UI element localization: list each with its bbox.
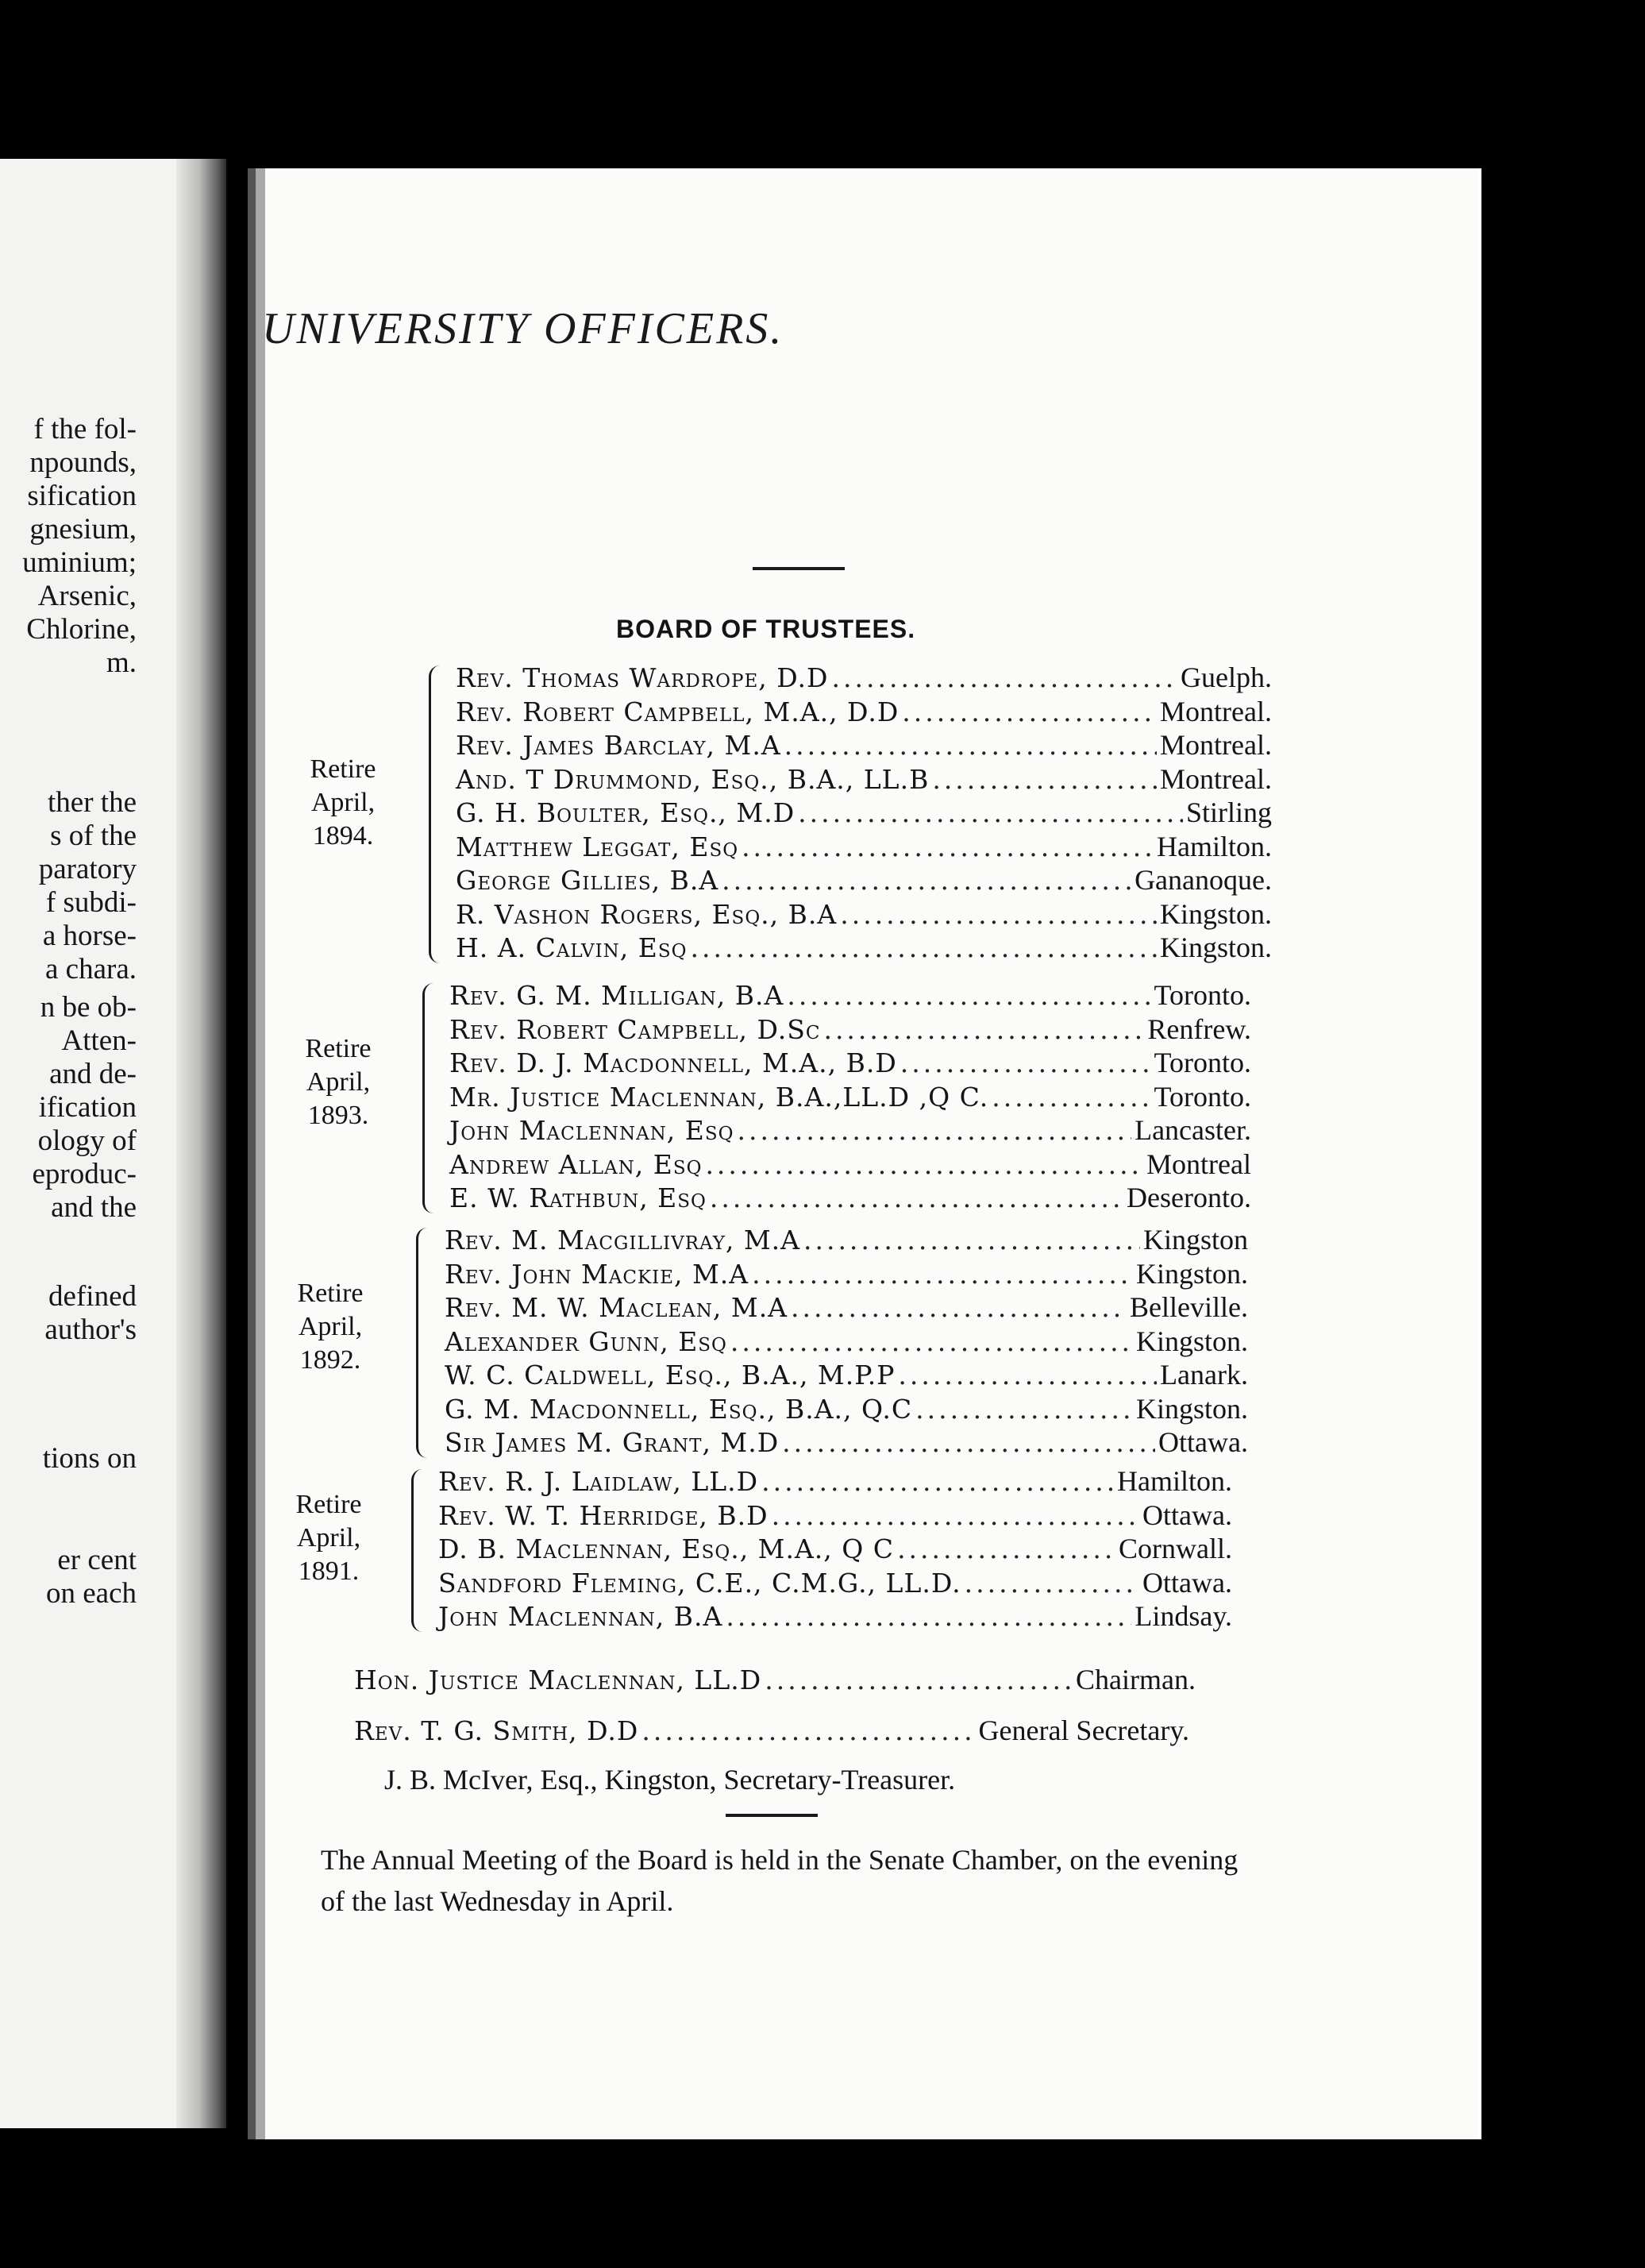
retire-label-line: April, [306,1067,371,1097]
retire-label-line: 1892. [299,1345,361,1375]
trustee-name: Sandford Fleming, C.E., C.M.G., LL.D. [438,1567,961,1599]
page-title: UNIVERSITY OFFICERS. [262,304,784,353]
trustee-name: George Gillies, B.A [456,865,719,896]
trustee-row [445,1325,1248,1359]
trustee-name: D. B. Maclennan, Esq., M.A., Q C [438,1533,895,1564]
meeting-note: The Annual Meeting of the Board is held in the Senate Chamber, on the evening of the last Wednesday in April. [321,1844,1239,1917]
treasurer-row [384,1763,1273,1796]
trustee-row [456,661,1272,695]
retire-label-line: 1893. [307,1101,369,1130]
retire-label-line: Retire [305,1034,372,1063]
leader-dots [737,1114,1131,1148]
group-brace [411,1469,431,1632]
leader-dots [765,1664,1073,1697]
trustee-name: H. A. Calvin, Esq [456,932,688,963]
retire-label-line: 1891. [298,1556,360,1586]
fragment-line: uminium; [22,546,137,579]
fragment-line: and the [51,1191,137,1224]
trustee-name: Sir James M. Grant, M.D [445,1427,780,1458]
officer-name: Hon. Justice Maclennan, LL.D [354,1664,762,1695]
group-brace [416,1228,436,1458]
trustee-name: Rev. John Mackie, M.A [445,1258,749,1290]
trustee-name: Rev. Robert Campbell, M.A., D.D [456,696,900,727]
trustee-row [449,978,1251,1012]
trustee-name: G. H. Boulter, Esq., M.D [456,797,796,828]
trustee-place: Hamilton. [1117,1465,1232,1497]
fragment-line: and de- [49,1058,137,1090]
trustee-place: Gananoque. [1135,864,1272,896]
leader-dots [900,1047,1151,1080]
adjacent-page-fragment [0,159,226,2128]
trustee-place: Montreal. [1160,695,1272,727]
trustee-row [449,1148,1251,1182]
trustee-place: Toronto. [1154,1080,1251,1113]
brace-tip [395,1534,408,1561]
fragment-line: eproduc- [32,1158,137,1190]
leader-dots [752,1258,1133,1291]
leader-dots [782,1426,1155,1460]
trustee-name: Rev. Robert Campbell, D.Sc [449,1013,821,1045]
fragment-line: author's [44,1313,137,1346]
fragment-line: s of the [50,820,137,852]
trustee-row [456,695,1272,729]
trustee-name: Rev. D. J. Macdonnell, M.A., B.D [449,1047,897,1078]
officer-role: Chairman. [1076,1664,1196,1695]
fragment-line: tions on [42,1442,137,1475]
leader-dots [840,898,1157,932]
title-rule [753,567,845,570]
trustee-place: Toronto. [1154,1047,1251,1078]
leader-dots [705,1148,1143,1182]
trustee-name: Rev. R. J. Laidlaw, LL.D [438,1466,759,1497]
trustee-row [449,1012,1251,1047]
trustee-row [456,863,1272,897]
leader-dots [787,979,1150,1012]
trustee-row [449,1113,1251,1148]
trustee-name: R. Vashon Rogers, Esq., B.A [456,898,838,930]
trustee-row [445,1257,1248,1291]
trustee-place: Renfrew. [1147,1012,1251,1045]
page-edge [1478,168,1481,2139]
page-gutter [176,159,226,2128]
trustee-place: Guelph. [1181,662,1272,693]
trustee-name: Rev. Thomas Wardrope, D.D [456,662,829,693]
trustee-row [438,1532,1232,1566]
brace-tip [400,1327,413,1354]
fragment-line: Arsenic, [37,580,137,612]
trustee-place: Ottawa. [1142,1566,1232,1599]
retire-label-line: Retire [295,1490,362,1519]
trustee-row [449,1046,1251,1080]
fragment-line: m. [106,646,137,679]
fragment-line: gnesium, [29,513,137,546]
trustee-name: John Maclennan, B.A [438,1601,723,1632]
retire-label-line: Retire [310,754,376,784]
officer-row [354,1714,1189,1748]
trustee-place: Kingston. [1135,1325,1248,1357]
fragment-line: on each [45,1577,137,1610]
trustee-place: Kingston [1142,1224,1248,1256]
fragment-line: ology of [37,1124,137,1157]
trustee-row [445,1425,1248,1460]
trustee-place: Montreal [1146,1148,1251,1180]
trustee-row [438,1464,1232,1498]
trustee-place: Deseronto. [1127,1182,1251,1213]
treasurer-line: J. B. McIver, Esq., Kingston, Secretary-Treasurer. [384,1764,956,1796]
trustee-row [445,1358,1248,1392]
fragment-line: npounds, [29,446,137,479]
retire-label-line: Retire [297,1279,364,1308]
leader-dots [798,796,1183,830]
trustee-place: Ottawa. [1158,1426,1248,1458]
trustee-name: And. T Drummond, Esq., B.A., LL.B [456,763,930,795]
leader-dots [803,1224,1140,1257]
section-heading: BOARD OF TRUSTEES. [616,615,916,643]
leader-dots [722,864,1131,897]
leader-dots [772,1499,1139,1533]
retire-label-line: April, [298,1312,363,1341]
trustee-place: Kingston. [1159,932,1272,963]
trustee-place: Kingston. [1159,897,1272,930]
fragment-line: n be ob- [40,991,137,1024]
leader-dots [710,1182,1123,1215]
officer-role: General Secretary. [978,1714,1189,1746]
trustee-name: Rev. M. Macgillivray, M.A [445,1225,800,1256]
trustee-row [445,1223,1248,1257]
fragment-line: a horse- [42,920,137,952]
officer-name: Rev. T. G. Smith, D.D [354,1715,639,1746]
fragment-line: paratory [38,853,137,885]
leader-dots [823,1013,1144,1047]
retire-label-line: April, [310,788,376,817]
trustee-name: Mr. Justice Maclennan, B.A.,LL.D ,Q C. [449,1081,989,1113]
trustee-place: Stirling [1185,796,1272,828]
trustee-row [449,1080,1251,1114]
trustee-place: Toronto. [1154,979,1251,1011]
fragment-line: Atten- [61,1024,137,1057]
fragment-line: ification [38,1091,137,1124]
leader-dots [902,696,1157,729]
trustee-place: Montreal. [1160,729,1272,761]
trustee-row [456,931,1272,965]
trustee-row [445,1392,1248,1426]
trustee-place: Cornwall. [1119,1533,1232,1564]
retire-label-line: 1894. [312,821,374,850]
retire-label [267,1277,394,1377]
trustee-name: Rev. James Barclay, M.A [456,730,781,761]
closing-rule [726,1814,818,1817]
retire-label-line: April, [296,1523,361,1552]
trustee-name: Rev. W. T. Herridge, B.D [438,1499,769,1531]
leader-dots [898,1359,1157,1392]
trustee-place: Lancaster. [1135,1114,1251,1146]
fragment-line: sification [27,480,137,512]
trustee-place: Kingston. [1135,1257,1248,1290]
fragment-line: a chara. [44,953,137,986]
trustee-row [445,1290,1248,1325]
retire-label [275,1032,402,1132]
fragment-line: er cent [57,1544,137,1576]
trustee-place: Ottawa. [1142,1498,1232,1531]
group-brace [422,983,442,1213]
trustee-name: W. C. Caldwell, Esq., B.A., M.P.P [445,1360,896,1390]
trustee-row [449,1181,1251,1215]
retire-label [265,1488,392,1588]
fragment-line: Chlorine, [26,613,137,646]
trustee-row [456,830,1272,864]
trustee-place: Kingston. [1135,1392,1248,1425]
trustee-name: G. M. Macdonnell, Esq., B.A., Q.C [445,1393,913,1425]
trustee-name: Alexander Gunn, Esq [445,1325,727,1357]
trustee-row [438,1498,1232,1533]
brace-tip [406,1082,419,1109]
trustee-place: Montreal. [1160,762,1272,795]
trustee-row [456,728,1272,762]
leader-dots [992,1081,1150,1114]
trustee-row [438,1599,1232,1634]
trustee-row [456,762,1272,796]
trustee-row [438,1566,1232,1600]
leader-dots [832,662,1178,695]
trustee-place: Belleville. [1130,1291,1248,1323]
leader-dots [965,1567,1139,1600]
trustee-name: Rev. M. W. Maclean, M.A [445,1292,788,1323]
leader-dots [784,729,1157,762]
officer-row [354,1663,1196,1697]
trustee-place: Lindsay. [1135,1600,1232,1632]
trustee-name: E. W. Rathbun, Esq [449,1182,707,1213]
trustee-name: Rev. G. M. Milligan, B.A [449,980,784,1011]
leader-dots [726,1600,1131,1634]
trustee-row [456,897,1272,932]
fragment-line: f subdi- [45,886,137,919]
trustee-row [456,796,1272,830]
retire-label [279,753,406,853]
trustee-place: Hamilton. [1157,830,1272,862]
group-brace [429,665,449,963]
leader-dots [742,831,1154,864]
leader-dots [932,763,1157,796]
fragment-line: defined [48,1280,137,1313]
leader-dots [915,1393,1133,1426]
leader-dots [730,1325,1133,1359]
leader-dots [690,932,1157,965]
leader-dots [761,1465,1114,1498]
trustee-name: Matthew Leggat, Esq [456,831,739,862]
trustee-place: Lanark. [1160,1359,1248,1390]
trustee-name: John Maclennan, Esq [449,1115,734,1146]
leader-dots [897,1533,1115,1566]
fragment-line: f the fol- [33,413,137,446]
fragment-line: ther the [48,786,137,819]
trustee-name: Andrew Allan, Esq [449,1148,703,1180]
brace-tip [413,798,426,825]
leader-dots [791,1291,1127,1325]
leader-dots [641,1714,975,1748]
